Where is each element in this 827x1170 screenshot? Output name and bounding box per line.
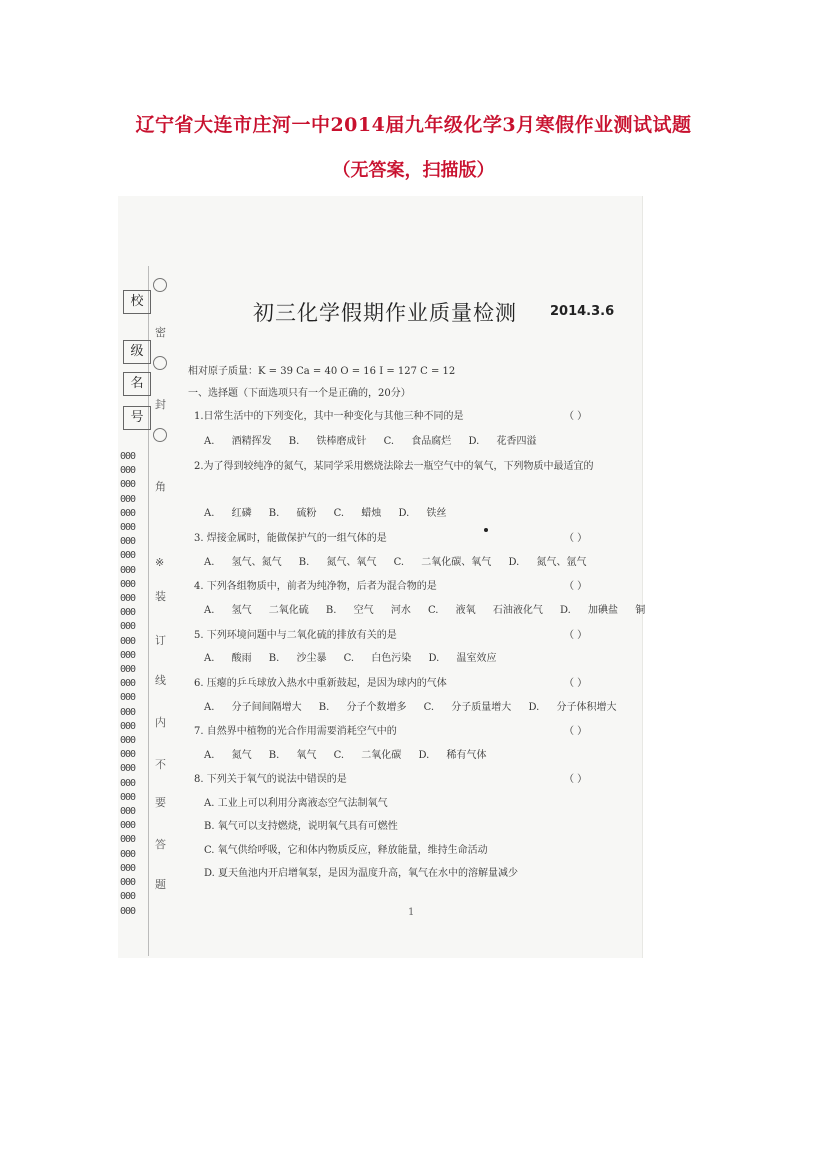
question-option: B. 氧气可以支持燃烧，说明氧气具有可燃性 [204,821,398,832]
question-stem: 4. 下列各组物质中，前者为纯净物，后者为混合物的是 [194,581,437,592]
question-option: A. 工业上可以利用分离液态空气法制氧气 [204,798,388,809]
question-option: C. 氧气供给呼吸，它和体内物质反应，释放能量，维持生命活动 [204,845,488,856]
answer-paren: （ ） [564,726,588,737]
ink-dot [484,528,488,532]
page-subtitle: （无答案，扫描版） [332,160,495,181]
question-options: A. 酒精挥发 B. 铁棒磨成针 C. 食品腐烂 D. 花香四溢 [204,436,537,447]
margin-divider [148,266,149,956]
margin-char: 线 [155,674,166,687]
atomic-masses: 相对原子质量：K = 39 Ca = 40 O = 16 I = 127 C = 12 [188,366,456,377]
question-stem: 3. 焊接金属时，能做保护气的一组气体的是 [194,533,387,544]
page-title: 辽宁省大连市庄河一中2014届九年级化学3月寒假作业测试试题 [135,114,692,136]
question-options: A. 酸雨 B. 沙尘暴 C. 白色污染 D. 温室效应 [204,653,497,664]
margin-char: ※ [155,556,165,569]
margin-circle [153,278,167,292]
question-stem: 7. 自然界中植物的光合作用需要消耗空气中的 [194,726,397,737]
question-stem: 5. 下列环境问题中与二氧化硫的排放有关的是 [194,630,397,641]
margin-box-class: 级 [123,340,151,364]
question-options: A. 氮气 B. 氧气 C. 二氧化碳 D. 稀有气体 [204,750,487,761]
margin-char: 内 [155,716,166,729]
question-stem: 1.日常生活中的下列变化，其中一种变化与其他三种不同的是 [194,411,464,422]
margin-box-name: 名 [123,372,151,396]
margin-char: 不 [155,758,166,771]
margin-char: 装 [155,590,166,603]
answer-paren: （ ） [564,630,588,641]
question-options: A. 氢气 二氧化硫 B. 空气 河水 C. 液氧 石油液化气 D. 加碘盐 铜 [204,605,646,616]
margin-box-school: 校 [123,290,151,314]
answer-paren: （ ） [564,533,588,544]
section-heading: 一、选择题（下面选项只有一个是正确的，20分） [188,388,411,399]
margin-circle [153,356,167,370]
exam-date: 2014.3.6 [550,304,615,319]
margin-char: 订 [155,634,166,647]
question-stem: 8. 下列关于氧气的说法中错误的是 [194,774,347,785]
margin-box-number: 号 [123,406,151,430]
answer-paren: （ ） [564,678,588,689]
question-options: A. 红磷 B. 硫粉 C. 蜡烛 D. 铁丝 [204,508,447,519]
margin-circle [153,428,167,442]
margin-char: 答 [155,838,166,851]
scanned-exam-page [118,196,646,958]
question-options: A. 氢气、氮气 B. 氮气、氧气 C. 二氧化碳、氧气 D. 氮气、氩气 [204,557,587,568]
page-number: 1 [408,907,415,918]
answer-paren: （ ） [564,774,588,785]
margin-dot-column: 000 000 000 000 000 000 000 000 000 000 000 000 000 000 000 000 000 000 000 000 000 000 000 000 000 000 000 000 000 000 000 000 000 [120,451,136,917]
answer-paren: （ ） [564,581,588,592]
question-stem: 6. 压瘪的乒乓球放入热水中重新鼓起，是因为球内的气体 [194,678,447,689]
exam-title: 初三化学假期作业质量检测 [253,301,517,325]
question-stem: 2.为了得到较纯净的氮气，某同学采用燃烧法除去一瓶空气中的氧气，下列物质中最适宜的 [194,461,594,472]
margin-char: 要 [155,796,166,809]
margin-char: 题 [155,878,166,891]
question-options: A. 分子间间隔增大 B. 分子个数增多 C. 分子质量增大 D. 分子体积增大 [204,702,617,713]
margin-char: 角 [155,480,166,493]
margin-char: 密 [155,326,166,339]
question-option: D. 夏天鱼池内开启增氧泵，是因为温度升高，氧气在水中的溶解量减少 [204,868,519,879]
answer-paren: （ ） [564,411,588,422]
binding-margin [118,196,168,958]
margin-char: 封 [155,398,166,411]
